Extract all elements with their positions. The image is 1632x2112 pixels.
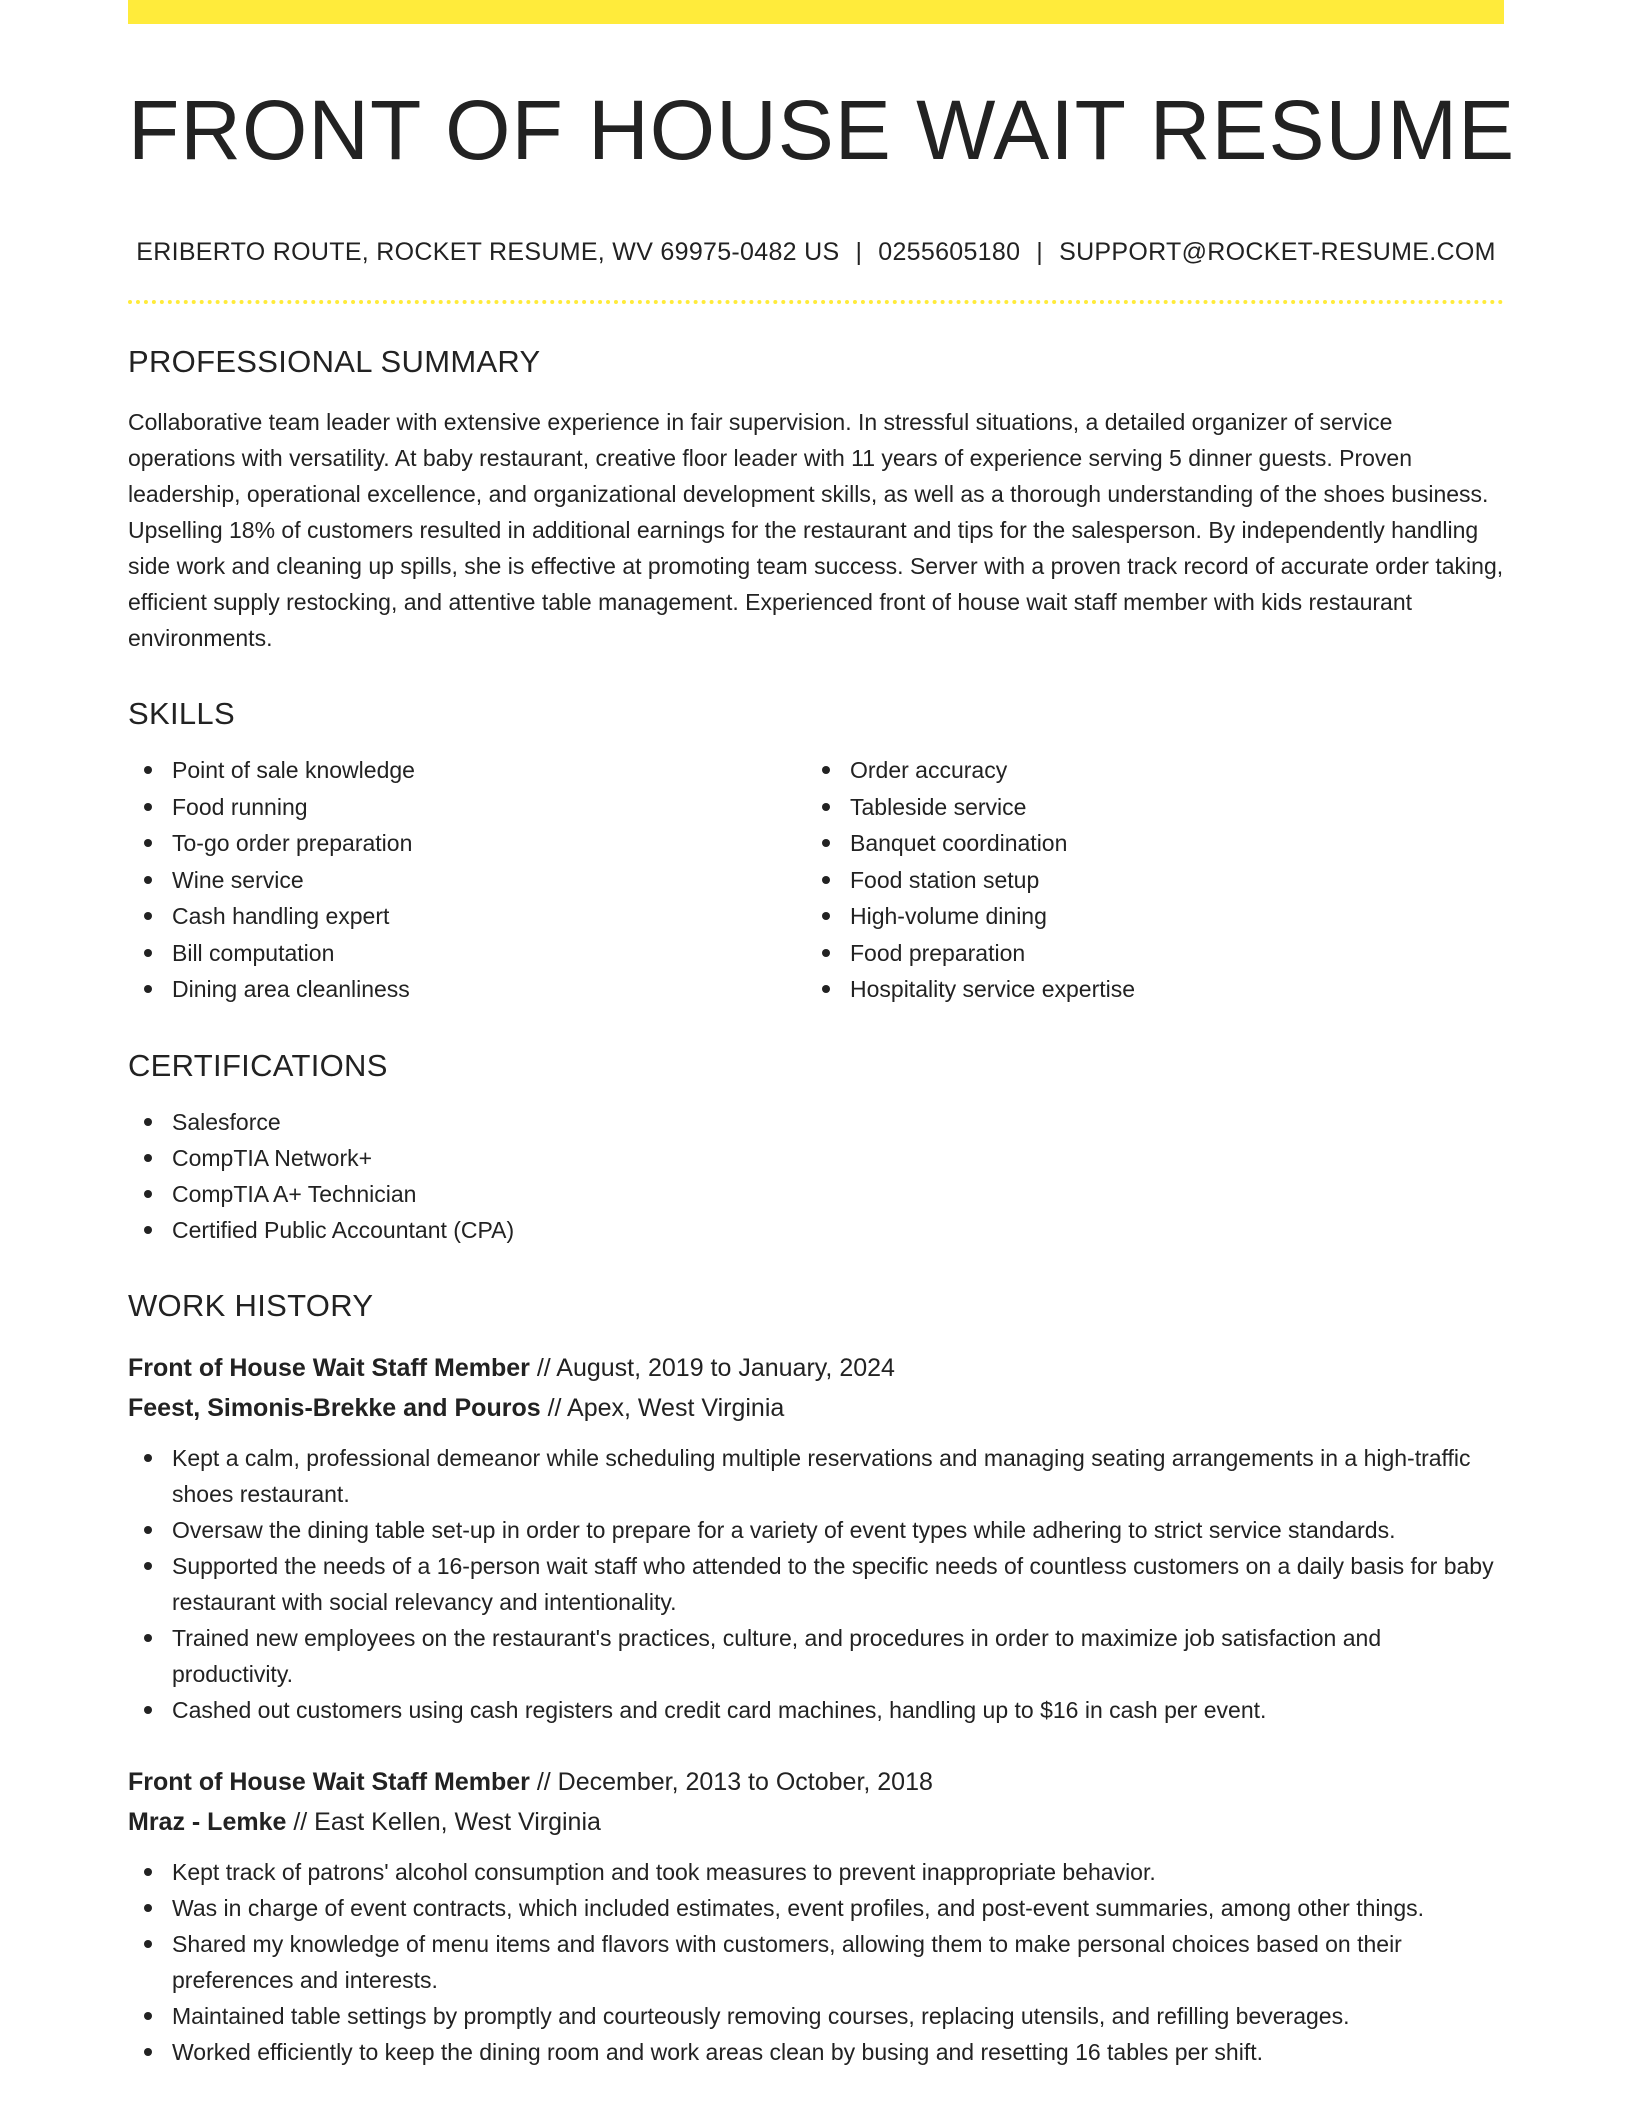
job-dates: // December, 2013 to October, 2018 xyxy=(536,1767,933,1796)
job-bullet: Cashed out customers using cash registers and credit card machines, handling up to $16 in cash per event. xyxy=(172,1692,1504,1728)
skill-item: Wine service xyxy=(172,862,806,898)
summary-text: Collaborative team leader with extensive experience in fair supervision. In stressful situations, a detailed organizer of service operations with versatility. At baby restaurant, creative floor leader with 11 years of experience serving 5 dinner guests. Proven leadership, operational excellence, and organizational development skills, as well as a thorough understanding of the shoes business. Upselling 18% of customers resulted in additional earnings for the restaurant and tips for the salesperson. By independently handling side work and cleaning up spills, she is effective at promoting team success. Server with a proven track record of accurate order taking, efficient supply restocking, and attentive table management. Experienced front of house wait staff member with kids restaurant environments. xyxy=(128,409,1504,652)
contact-phone: 0255605180 xyxy=(878,238,1021,267)
certifications-list xyxy=(128,1104,1504,1248)
skill-item: Food preparation xyxy=(850,935,1484,971)
job-bullet: Trained new employees on the restaurant's practices, culture, and procedures in order to maximize job satisfaction and productivity. xyxy=(172,1620,1504,1692)
skill-item: Banquet coordination xyxy=(850,825,1484,861)
header-divider xyxy=(128,300,1504,304)
work-history-section xyxy=(128,1288,1504,2070)
skill-item: Bill computation xyxy=(172,935,806,971)
skill-item: Point of sale knowledge xyxy=(172,752,806,788)
contact-line xyxy=(128,238,1504,267)
job-bullet: Supported the needs of a 16-person wait staff who attended to the specific needs of countless customers on a daily basis for baby restaurant with social relevancy and intentionality. xyxy=(172,1548,1504,1620)
job-company: Mraz - Lemke xyxy=(128,1807,287,1836)
work-history-heading: WORK HISTORY xyxy=(128,1287,374,1323)
skills-section xyxy=(128,696,1504,1008)
job-title: Front of House Wait Staff Member xyxy=(128,1767,530,1796)
job-location: // Apex, West Virginia xyxy=(547,1393,785,1422)
skill-item: Hospitality service expertise xyxy=(850,971,1484,1007)
job-bullet: Shared my knowledge of menu items and flavors with customers, allowing them to make personal choices based on their preferences and interests. xyxy=(172,1926,1504,1998)
contact-email: SUPPORT@ROCKET-RESUME.COM xyxy=(1059,238,1496,267)
job-bullet: Was in charge of event contracts, which included estimates, event profiles, and post-event summaries, among other things. xyxy=(172,1890,1504,1926)
accent-bar xyxy=(128,0,1504,24)
skill-item: Dining area cleanliness xyxy=(172,971,806,1007)
skill-item: To-go order preparation xyxy=(172,825,806,861)
certifications-heading: CERTIFICATIONS xyxy=(128,1047,388,1083)
resume-page xyxy=(128,0,1516,2070)
summary-heading: PROFESSIONAL SUMMARY xyxy=(128,344,541,380)
resume-title: FRONT OF HOUSE WAIT RESUME xyxy=(128,83,1516,177)
skills-heading: SKILLS xyxy=(128,696,235,732)
job-entry xyxy=(128,1348,1504,1728)
certification-item: CompTIA Network+ xyxy=(172,1140,1504,1176)
job-bullet: Maintained table settings by promptly and courteously removing courses, replacing utensils, and refilling beverages. xyxy=(172,1998,1504,2034)
skills-list-left xyxy=(128,752,806,1007)
job-bullet: Oversaw the dining table set-up in order to prepare for a variety of event types while adhering to strict service standards. xyxy=(172,1512,1504,1548)
job-title-line xyxy=(128,1762,1504,1802)
skill-item: High-volume dining xyxy=(850,898,1484,934)
summary-section xyxy=(128,344,1504,656)
job-company-line xyxy=(128,1802,1504,1842)
skills-column-left xyxy=(128,752,806,1008)
job-title-line xyxy=(128,1348,1504,1388)
certifications-section xyxy=(128,1048,1504,1248)
job-bullets xyxy=(128,1854,1504,2070)
job-company-line xyxy=(128,1388,1504,1428)
job-title: Front of House Wait Staff Member xyxy=(128,1353,530,1382)
job-company: Feest, Simonis-Brekke and Pouros xyxy=(128,1393,541,1422)
job-bullet: Kept track of patrons' alcohol consumption and took measures to prevent inappropriate behavior. xyxy=(172,1854,1504,1890)
job-location: // East Kellen, West Virginia xyxy=(293,1807,601,1836)
certification-item: Certified Public Accountant (CPA) xyxy=(172,1212,1504,1248)
job-bullets xyxy=(128,1440,1504,1728)
contact-address: ERIBERTO ROUTE, ROCKET RESUME, WV 69975-0482 US xyxy=(136,238,840,267)
skill-item: Cash handling expert xyxy=(172,898,806,934)
contact-separator: | xyxy=(1036,238,1044,267)
skills-column-right xyxy=(806,752,1484,1008)
skill-item: Food running xyxy=(172,789,806,825)
skill-item: Tableside service xyxy=(850,789,1484,825)
job-bullet: Kept a calm, professional demeanor while scheduling multiple reservations and managing seating arrangements in a high-traffic shoes restaurant. xyxy=(172,1440,1504,1512)
skill-item: Order accuracy xyxy=(850,752,1484,788)
certification-item: CompTIA A+ Technician xyxy=(172,1176,1504,1212)
skills-list-right xyxy=(806,752,1484,1007)
skill-item: Food station setup xyxy=(850,862,1484,898)
job-entry xyxy=(128,1762,1504,2070)
certification-item: Salesforce xyxy=(172,1104,1504,1140)
job-bullet: Worked efficiently to keep the dining room and work areas clean by busing and resetting 16 tables per shift. xyxy=(172,2034,1504,2070)
job-dates: // August, 2019 to January, 2024 xyxy=(536,1353,895,1382)
skills-grid xyxy=(128,752,1504,1008)
contact-separator: | xyxy=(855,238,863,267)
